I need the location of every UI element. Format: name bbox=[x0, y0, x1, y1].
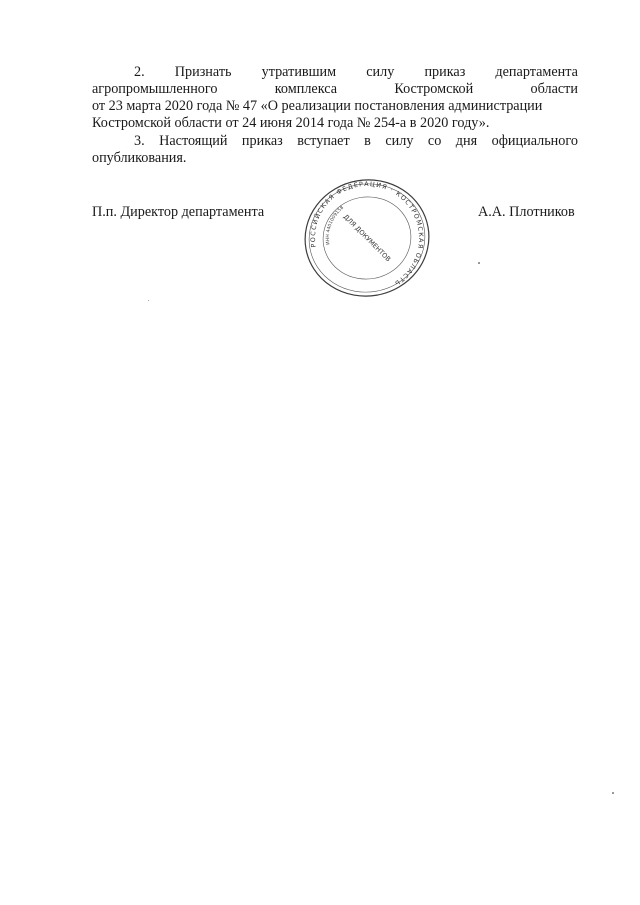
signatory-position: П.п. Директор департамента bbox=[92, 204, 265, 220]
item-2-word: силу bbox=[366, 64, 395, 80]
scan-speck bbox=[478, 262, 480, 264]
item-2-word: приказ bbox=[424, 64, 466, 80]
seal-center-text: ДЛЯ ДОКУМЕНТОВ bbox=[341, 212, 393, 264]
scan-speck bbox=[148, 300, 149, 301]
scan-speck bbox=[612, 792, 614, 794]
item-3-word: Настоящий bbox=[159, 133, 228, 149]
item-2-number: 2. bbox=[134, 64, 145, 80]
item-3-word: силу bbox=[385, 133, 414, 149]
item-2-word: Признать bbox=[174, 64, 232, 80]
item-2-word: утратившим bbox=[261, 64, 337, 80]
item-3-line-1 bbox=[92, 133, 578, 150]
item-2-line-1 bbox=[92, 64, 578, 81]
seal-outer-text: РОССИЙСКАЯ ФЕДЕРАЦИЯ · КОСТРОМСКАЯ ОБЛАСТЬ bbox=[309, 180, 425, 287]
item-2-line-3: от 23 марта 2020 года № 47 «О реализации постановления администрации bbox=[92, 98, 543, 114]
item-3-line-2: опубликования. bbox=[92, 150, 187, 166]
item-3-word: со bbox=[427, 133, 442, 149]
item-3-word: дня bbox=[455, 133, 478, 149]
item-2-word: области bbox=[530, 81, 578, 97]
item-2-word: департамента bbox=[495, 64, 578, 80]
item-3-word: приказ bbox=[241, 133, 283, 149]
item-2-line-4: Костромской области от 24 июня 2014 года № 254-а в 2020 году». bbox=[92, 115, 490, 131]
item-2-word: комплекса bbox=[274, 81, 338, 97]
official-seal bbox=[298, 178, 436, 298]
item-3-word: в bbox=[364, 133, 371, 149]
item-3-word: вступает bbox=[297, 133, 350, 149]
signatory-name: А.А. Плотников bbox=[478, 204, 575, 220]
item-3-word: официального bbox=[491, 133, 578, 149]
seal-icon bbox=[298, 178, 436, 298]
item-3-word: 3. bbox=[134, 133, 145, 149]
seal-inn-text: ИНН 4401009158 bbox=[325, 205, 346, 246]
item-2-line-2 bbox=[92, 81, 578, 98]
item-2-word: агропромышленного bbox=[92, 81, 218, 97]
item-2-word: Костромской bbox=[394, 81, 474, 97]
